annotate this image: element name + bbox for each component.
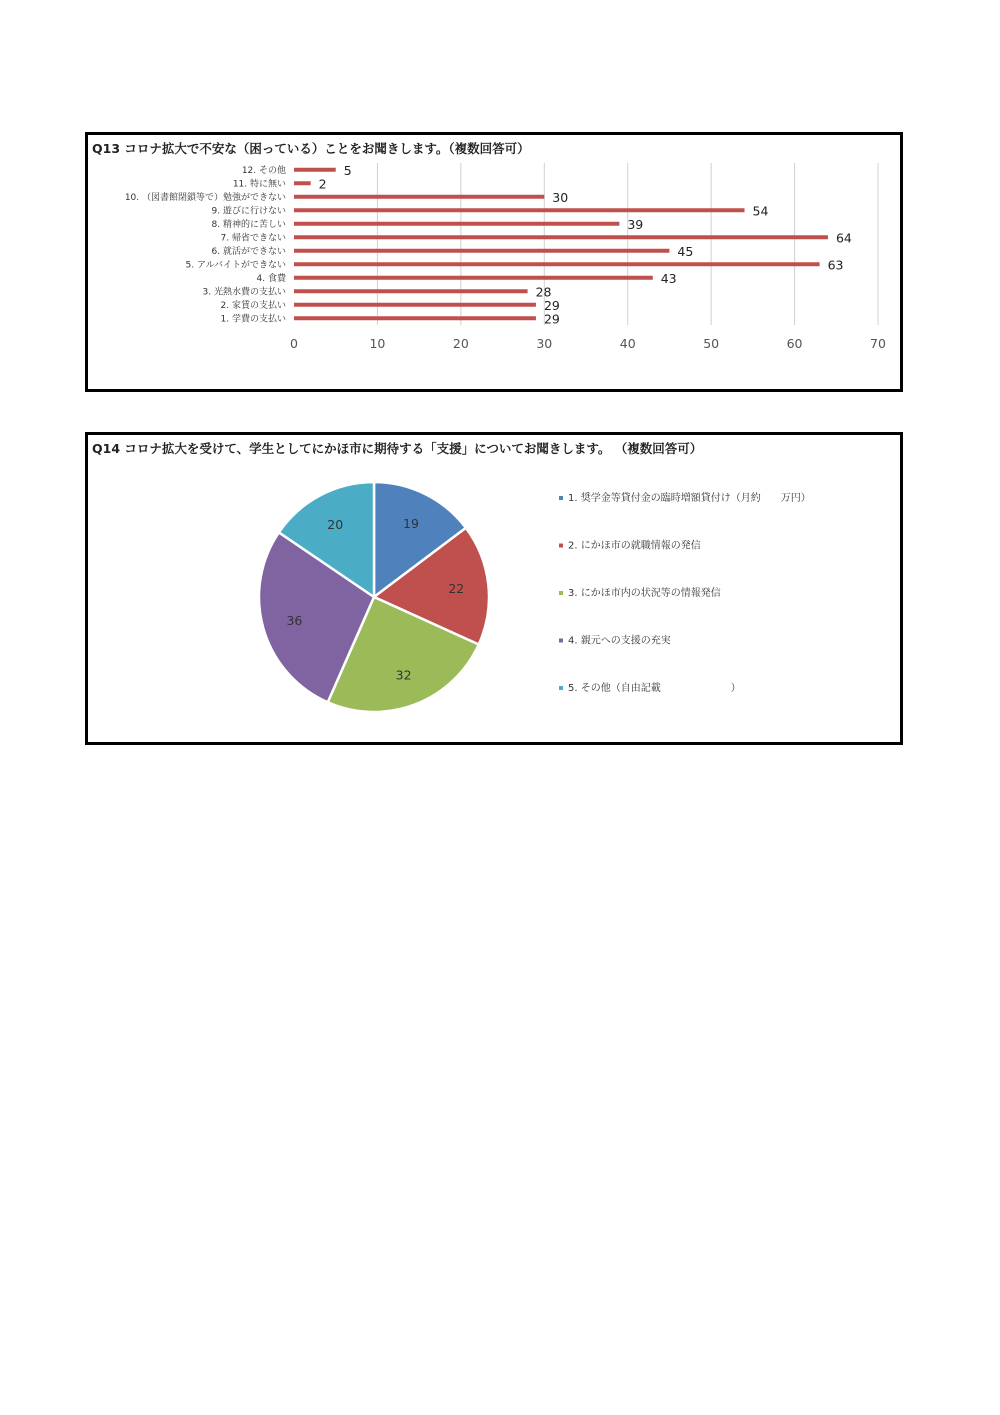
data-label: 29	[543, 311, 560, 327]
x-tick-label: 40	[619, 336, 636, 351]
category-label: 10. （図書館閉鎖等で）勉強ができない	[124, 192, 286, 203]
data-label: 29	[543, 297, 560, 313]
q14-title: Q14 コロナ拡大を受けて、学生としてにかほ市に期待する「支援」についてお聞きします。 （複数回答可）	[92, 441, 703, 456]
category-label: 11. 特に無い	[232, 179, 286, 190]
category-label: 9. 遊びに行けない	[211, 206, 286, 217]
bar	[294, 289, 528, 293]
x-tick-label: 30	[536, 336, 553, 351]
q14-chart-panel	[85, 432, 903, 745]
data-label: 63	[827, 257, 844, 273]
legend-marker	[559, 496, 563, 500]
x-tick-label: 0	[290, 336, 298, 351]
legend-marker	[559, 639, 563, 643]
category-label: 12. その他	[241, 165, 286, 176]
x-tick-label: 60	[786, 336, 803, 351]
data-label: 39	[627, 216, 644, 232]
x-tick-label: 10	[369, 336, 386, 351]
x-tick-label: 50	[703, 336, 720, 351]
category-label: 2. 家賃の支払い	[220, 300, 286, 311]
pie-data-label: 19	[403, 515, 419, 531]
bar	[294, 235, 828, 239]
q14-pie-chart	[88, 435, 900, 742]
category-label: 4. 食費	[256, 273, 286, 284]
legend-label: 3. にかほ市内の状況等の情報発信	[568, 588, 721, 599]
legend-marker	[559, 591, 563, 595]
pie-data-label: 36	[286, 612, 303, 628]
category-label: 7. 帰省できない	[220, 233, 286, 244]
category-label: 3. 光熱水費の支払い	[202, 287, 286, 298]
bar	[294, 208, 745, 212]
legend-label: 2. にかほ市の就職情報の発信	[568, 540, 701, 552]
q13-chart-panel	[85, 132, 903, 392]
x-tick-label: 20	[452, 336, 469, 351]
category-label: 1. 学費の支払い	[220, 314, 286, 325]
legend-label: 5. その他（自由記載 ）	[568, 683, 741, 694]
bar	[294, 195, 544, 199]
bar	[294, 168, 336, 172]
bar	[294, 249, 669, 253]
q13-title: Q13 コロナ拡大で不安な（困っている）ことをお聞きします。（複数回答可）	[92, 141, 530, 156]
bar	[294, 181, 311, 185]
category-label: 6. 就活ができない	[211, 246, 286, 257]
data-label: 43	[660, 270, 677, 286]
pie-data-label: 32	[395, 667, 412, 683]
data-label: 5	[343, 162, 352, 178]
pie-data-label: 22	[448, 580, 465, 596]
legend-label: 4. 親元への支援の充実	[568, 635, 671, 647]
bar	[294, 222, 619, 226]
legend-marker	[559, 686, 563, 690]
legend-marker	[559, 544, 563, 548]
data-label: 45	[677, 243, 694, 259]
bar	[294, 303, 536, 307]
bar	[294, 316, 536, 320]
bar	[294, 276, 653, 280]
pie-data-label: 20	[327, 516, 344, 532]
q13-bar-chart	[88, 135, 900, 389]
data-label: 30	[552, 189, 569, 205]
data-label: 2	[318, 176, 327, 192]
data-label: 28	[535, 284, 552, 300]
x-tick-label: 70	[870, 336, 886, 351]
category-label: 5. アルバイトができない	[185, 260, 286, 271]
data-label: 54	[752, 203, 769, 219]
category-label: 8. 精神的に苦しい	[211, 219, 286, 230]
bar	[294, 262, 820, 266]
legend-label: 1. 奨学金等貸付金の臨時増額貸付け（月約 万円）	[568, 493, 811, 504]
data-label: 64	[835, 230, 852, 246]
